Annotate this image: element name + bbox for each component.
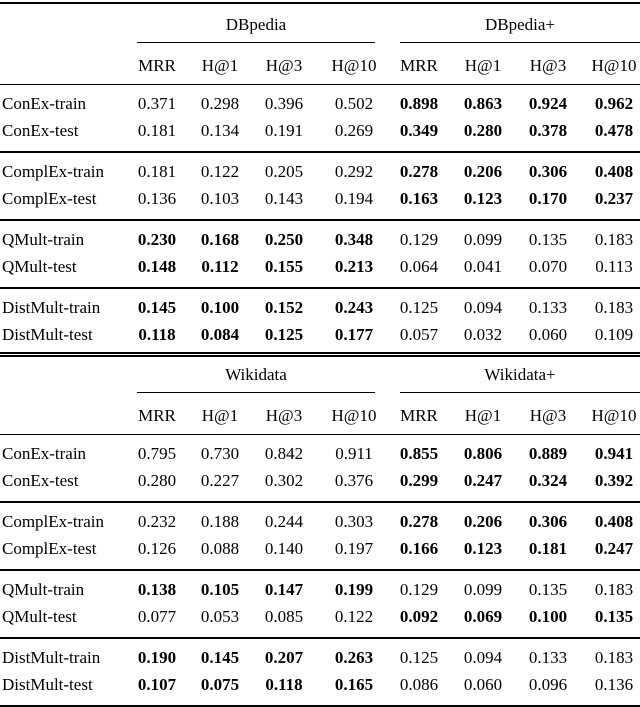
table-cell: 0.152 [264, 298, 304, 317]
table-cell: 0.145 [137, 298, 177, 317]
table-cell: 0.183 [594, 230, 634, 249]
table-cell: 0.263 [334, 648, 374, 667]
table-cell: 0.147 [264, 580, 304, 599]
table-cell: 0.280 [137, 471, 177, 490]
header-rule [0, 84, 640, 85]
table-cell: 0.123 [463, 539, 503, 558]
group-separator [0, 501, 640, 503]
table-cell: 0.053 [200, 607, 240, 626]
table-cell: 0.084 [200, 325, 240, 344]
table-cell: 0.324 [528, 471, 568, 490]
table-cell: 0.140 [264, 539, 304, 558]
table-cell: 0.125 [264, 325, 304, 344]
row-label: DistMult-train [2, 648, 101, 667]
table-cell: 0.292 [334, 162, 374, 181]
table-cell: 0.133 [528, 648, 568, 667]
row-label: ComplEx-train [2, 162, 104, 181]
column-header: H@1 [464, 56, 502, 75]
column-header: H@10 [331, 56, 377, 75]
top-rule [0, 352, 640, 354]
column-header: H@3 [265, 406, 303, 425]
table-cell: 0.207 [264, 648, 304, 667]
table-cell: 0.099 [463, 580, 503, 599]
column-header: MRR [138, 406, 176, 425]
table-cell: 0.107 [137, 675, 177, 694]
table-cell: 0.842 [264, 444, 304, 463]
row-label: ComplEx-test [2, 539, 97, 558]
table-cell: 0.148 [137, 257, 177, 276]
table-cell: 0.280 [463, 121, 503, 140]
table-cell: 0.191 [264, 121, 304, 140]
table-cell: 0.163 [399, 189, 439, 208]
group-header-right: DBpedia+ [484, 15, 556, 34]
group-separator [0, 287, 640, 289]
table-cell: 0.177 [334, 325, 374, 344]
row-label: DistMult-test [2, 675, 93, 694]
table-cell: 0.112 [201, 257, 239, 276]
group-underline [400, 392, 640, 393]
group-separator [0, 569, 640, 571]
group-header-right: Wikidata+ [484, 365, 556, 384]
table-cell: 0.100 [528, 607, 568, 626]
table-cell: 0.118 [138, 325, 176, 344]
table-cell: 0.244 [264, 512, 304, 531]
table-cell: 0.085 [264, 607, 304, 626]
row-label: DistMult-train [2, 298, 101, 317]
table-cell: 0.188 [200, 512, 240, 531]
column-header: H@3 [265, 56, 303, 75]
table-cell: 0.118 [265, 675, 303, 694]
row-label: ConEx-train [2, 94, 87, 113]
table-cell: 0.247 [463, 471, 503, 490]
table-cell: 0.230 [137, 230, 177, 249]
table-cell: 0.165 [334, 675, 374, 694]
row-label: QMult-test [2, 607, 77, 626]
table-cell: 0.064 [399, 257, 439, 276]
table-cell: 0.194 [334, 189, 374, 208]
table-cell: 0.122 [334, 607, 374, 626]
table-cell: 0.088 [200, 539, 240, 558]
table-cell: 0.269 [334, 121, 374, 140]
table-cell: 0.096 [528, 675, 568, 694]
column-header: H@10 [331, 406, 377, 425]
table-cell: 0.183 [594, 648, 634, 667]
top-rule [0, 2, 640, 4]
table-cell: 0.094 [463, 298, 503, 317]
row-label: QMult-train [2, 230, 85, 249]
table-cell: 0.889 [528, 444, 568, 463]
table-cell: 0.135 [528, 580, 568, 599]
table-cell: 0.086 [399, 675, 439, 694]
table-cell: 0.129 [399, 580, 439, 599]
table-cell: 0.278 [399, 162, 439, 181]
row-label: ConEx-test [2, 471, 79, 490]
table-cell: 0.863 [463, 94, 503, 113]
table-cell: 0.232 [137, 512, 177, 531]
table-cell: 0.898 [399, 94, 439, 113]
table-cell: 0.075 [200, 675, 240, 694]
column-header: H@3 [529, 406, 567, 425]
column-header: MRR [138, 56, 176, 75]
table-cell: 0.855 [399, 444, 439, 463]
group-underline [137, 42, 375, 43]
table-cell: 0.408 [594, 162, 634, 181]
table-cell: 0.133 [528, 298, 568, 317]
table-cell: 0.069 [463, 607, 503, 626]
table-cell: 0.181 [137, 121, 177, 140]
table-cell: 0.145 [200, 648, 240, 667]
table-cell: 0.962 [594, 94, 634, 113]
table-cell: 0.795 [137, 444, 177, 463]
table-cell: 0.205 [264, 162, 304, 181]
table-cell: 0.100 [200, 298, 240, 317]
table-cell: 0.143 [264, 189, 304, 208]
table-cell: 0.206 [463, 162, 503, 181]
table-cell: 0.126 [137, 539, 177, 558]
table-cell: 0.092 [399, 607, 439, 626]
table-cell: 0.306 [528, 512, 568, 531]
table-cell: 0.057 [399, 325, 439, 344]
table-cell: 0.077 [137, 607, 177, 626]
table-cell: 0.129 [399, 230, 439, 249]
table-cell: 0.197 [334, 539, 374, 558]
column-header: H@10 [591, 406, 637, 425]
group-underline [400, 42, 640, 43]
column-header: MRR [400, 56, 438, 75]
column-header: H@1 [464, 406, 502, 425]
table-cell: 0.243 [334, 298, 374, 317]
table-cell: 0.135 [528, 230, 568, 249]
table-cell: 0.376 [334, 471, 374, 490]
table-cell: 0.094 [463, 648, 503, 667]
table-cell: 0.041 [463, 257, 503, 276]
table-cell: 0.378 [528, 121, 568, 140]
table-cell: 0.138 [137, 580, 177, 599]
table-cell: 0.109 [594, 325, 634, 344]
table-cell: 0.247 [594, 539, 634, 558]
table-cell: 0.134 [200, 121, 240, 140]
table-cell: 0.206 [463, 512, 503, 531]
table-cell: 0.125 [399, 298, 439, 317]
table-cell: 0.299 [399, 471, 439, 490]
row-label: QMult-train [2, 580, 85, 599]
table-cell: 0.349 [399, 121, 439, 140]
table-cell: 0.348 [334, 230, 374, 249]
table-cell: 0.181 [137, 162, 177, 181]
table-cell: 0.136 [137, 189, 177, 208]
table-cell: 0.170 [528, 189, 568, 208]
group-header-left: DBpedia [225, 15, 287, 34]
group-separator [0, 637, 640, 639]
table-cell: 0.213 [334, 257, 374, 276]
table-cell: 0.135 [594, 607, 634, 626]
table-cell: 0.183 [594, 580, 634, 599]
row-label: QMult-test [2, 257, 77, 276]
table-cell: 0.924 [528, 94, 568, 113]
column-header: H@1 [201, 406, 239, 425]
table-cell: 0.125 [399, 648, 439, 667]
group-header-left: Wikidata [225, 365, 287, 384]
table-cell: 0.278 [399, 512, 439, 531]
table-cell: 0.122 [200, 162, 240, 181]
table-cell: 0.183 [594, 298, 634, 317]
table-cell: 0.070 [528, 257, 568, 276]
header-rule [0, 434, 640, 435]
column-header: H@10 [591, 56, 637, 75]
group-separator [0, 355, 640, 357]
table-cell: 0.168 [200, 230, 240, 249]
table-cell: 0.181 [528, 539, 568, 558]
table-cell: 0.730 [200, 444, 240, 463]
group-separator [0, 151, 640, 153]
table-cell: 0.502 [334, 94, 374, 113]
row-label: ComplEx-test [2, 189, 97, 208]
table-cell: 0.060 [463, 675, 503, 694]
table-cell: 0.166 [399, 539, 439, 558]
table-cell: 0.941 [594, 444, 634, 463]
column-header: H@3 [529, 56, 567, 75]
table-cell: 0.113 [595, 257, 633, 276]
table-cell: 0.298 [200, 94, 240, 113]
column-header: MRR [400, 406, 438, 425]
group-underline [137, 392, 375, 393]
table-cell: 0.060 [528, 325, 568, 344]
table-cell: 0.105 [200, 580, 240, 599]
table-cell: 0.911 [335, 444, 373, 463]
table-cell: 0.136 [594, 675, 634, 694]
table-cell: 0.155 [264, 257, 304, 276]
table-cell: 0.478 [594, 121, 634, 140]
group-separator [0, 219, 640, 221]
row-label: DistMult-test [2, 325, 93, 344]
table-cell: 0.392 [594, 471, 634, 490]
table-cell: 0.199 [334, 580, 374, 599]
table-cell: 0.032 [463, 325, 503, 344]
row-label: ComplEx-train [2, 512, 104, 531]
table-cell: 0.302 [264, 471, 304, 490]
table-cell: 0.396 [264, 94, 304, 113]
table-cell: 0.103 [200, 189, 240, 208]
table-cell: 0.306 [528, 162, 568, 181]
table-cell: 0.371 [137, 94, 177, 113]
table-cell: 0.190 [137, 648, 177, 667]
table-cell: 0.227 [200, 471, 240, 490]
table-cell: 0.250 [264, 230, 304, 249]
table-cell: 0.099 [463, 230, 503, 249]
table-cell: 0.303 [334, 512, 374, 531]
row-label: ConEx-test [2, 121, 79, 140]
table-cell: 0.408 [594, 512, 634, 531]
table-cell: 0.123 [463, 189, 503, 208]
row-label: ConEx-train [2, 444, 87, 463]
table-cell: 0.806 [463, 444, 503, 463]
table-cell: 0.237 [594, 189, 634, 208]
column-header: H@1 [201, 56, 239, 75]
